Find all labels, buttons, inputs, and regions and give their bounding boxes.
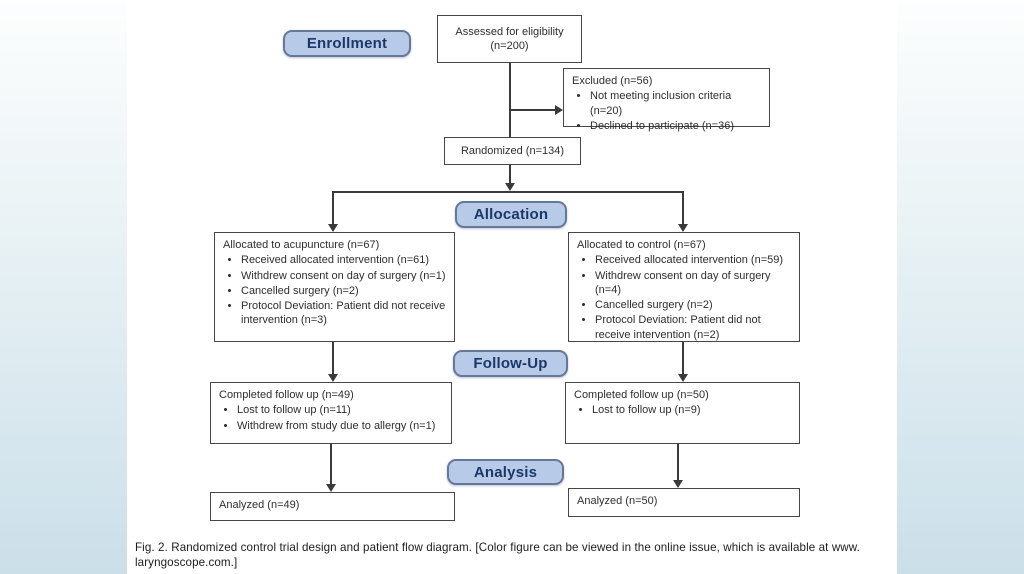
excluded-bullets	[572, 89, 762, 133]
arrowhead-followup-control	[678, 374, 688, 382]
stage-label-analysis-text: Analysis	[473, 463, 538, 481]
arrowhead-allocated-acupuncture	[328, 224, 338, 232]
bullet-item: • Withdrew consent on day of surgery (n=4)	[595, 269, 792, 298]
arrowhead-followup-acupuncture	[328, 374, 338, 382]
followup-acupuncture-bullets	[219, 403, 444, 433]
followup-acupuncture-title: Completed follow up (n=49)	[219, 389, 354, 401]
box-randomized	[444, 137, 581, 165]
stage-label-allocation	[455, 201, 567, 228]
excluded-title: Excluded (n=56)	[572, 75, 653, 87]
stage-label-enrollment	[283, 30, 411, 57]
arrowhead-allocated-control	[678, 224, 688, 232]
connector-control-to-analyzed	[677, 444, 679, 481]
bullet-item: • Withdrew consent on day of surgery (n=1)	[241, 269, 447, 283]
bullet-item: • Protocol Deviation: Patient did not receive intervention (n=2)	[595, 313, 792, 342]
followup-control-title: Completed follow up (n=50)	[574, 389, 709, 401]
analyzed-acupuncture-title: Analyzed (n=49)	[219, 499, 300, 511]
stage-label-enrollment-text: Enrollment	[306, 35, 388, 52]
box-followup-control	[565, 382, 800, 444]
figure-caption-line1: Fig. 2. Randomized control trial design and patient flow diagram. [Color figure can be viewed in the online issue, which is available at www.	[135, 541, 860, 554]
bullet-item: • Declined to participate (n=36)	[590, 119, 762, 133]
allocated-acupuncture-bullets	[223, 253, 447, 327]
bullet-item: • Withdrew from study due to allergy (n=1)	[237, 419, 444, 433]
bullet-item: • Cancelled surgery (n=2)	[595, 298, 792, 312]
stage-label-analysis	[447, 459, 564, 485]
randomized-text: Randomized (n=134)	[460, 144, 565, 157]
connector-control-to-followup	[682, 342, 684, 375]
connector-randomized-to-split	[509, 165, 511, 184]
box-allocated-acupuncture	[214, 232, 455, 342]
box-allocated-control	[568, 232, 800, 342]
bullet-item: • Received allocated intervention (n=59)	[595, 253, 792, 267]
connector-branch-to-excluded	[510, 109, 556, 111]
connector-acupuncture-to-followup	[332, 342, 334, 375]
allocated-acupuncture-title: Allocated to acupuncture (n=67)	[223, 239, 380, 251]
arrowhead-analyzed-control	[673, 480, 683, 488]
bullet-item: • Cancelled surgery (n=2)	[241, 284, 447, 298]
stage-label-follow-up	[453, 350, 568, 377]
connector-split-bar	[332, 191, 684, 193]
stage-label-allocation-text: Allocation	[473, 206, 549, 223]
connector-assessed-to-randomized	[509, 63, 511, 137]
figure-caption	[135, 540, 887, 571]
connector-acupuncture-to-analyzed	[330, 444, 332, 485]
allocated-control-bullets	[577, 253, 792, 342]
arrowhead-excluded	[555, 105, 563, 115]
bullet-item: • Received allocated intervention (n=61)	[241, 253, 447, 267]
stage-label-follow-up-text: Follow-Up	[473, 355, 548, 372]
box-excluded	[563, 68, 770, 132]
assessed-line1: Assessed for eligibility	[455, 25, 564, 38]
analyzed-control-title: Analyzed (n=50)	[577, 495, 658, 507]
box-analyzed-control	[568, 488, 800, 517]
bullet-item: • Lost to follow up (n=11)	[237, 403, 444, 417]
box-followup-acupuncture	[210, 382, 452, 444]
bullet-item: • Protocol Deviation: Patient did not receive intervention (n=3)	[241, 299, 447, 328]
arrowhead-split	[505, 183, 515, 191]
followup-control-bullets	[574, 403, 792, 417]
allocated-control-title: Allocated to control (n=67)	[577, 239, 706, 251]
assessed-line2: (n=200)	[490, 40, 529, 52]
connector-split-to-acupuncture	[332, 191, 334, 225]
box-analyzed-acupuncture	[210, 492, 455, 521]
connector-split-to-control	[682, 191, 684, 225]
box-assessed-for-eligibility	[437, 15, 582, 63]
figure-caption-line2: laryngoscope.com.]	[135, 556, 238, 570]
bullet-item: • Lost to follow up (n=9)	[592, 403, 792, 417]
arrowhead-analyzed-acupuncture	[326, 484, 336, 492]
bullet-item: • Not meeting inclusion criteria (n=20)	[590, 89, 762, 118]
